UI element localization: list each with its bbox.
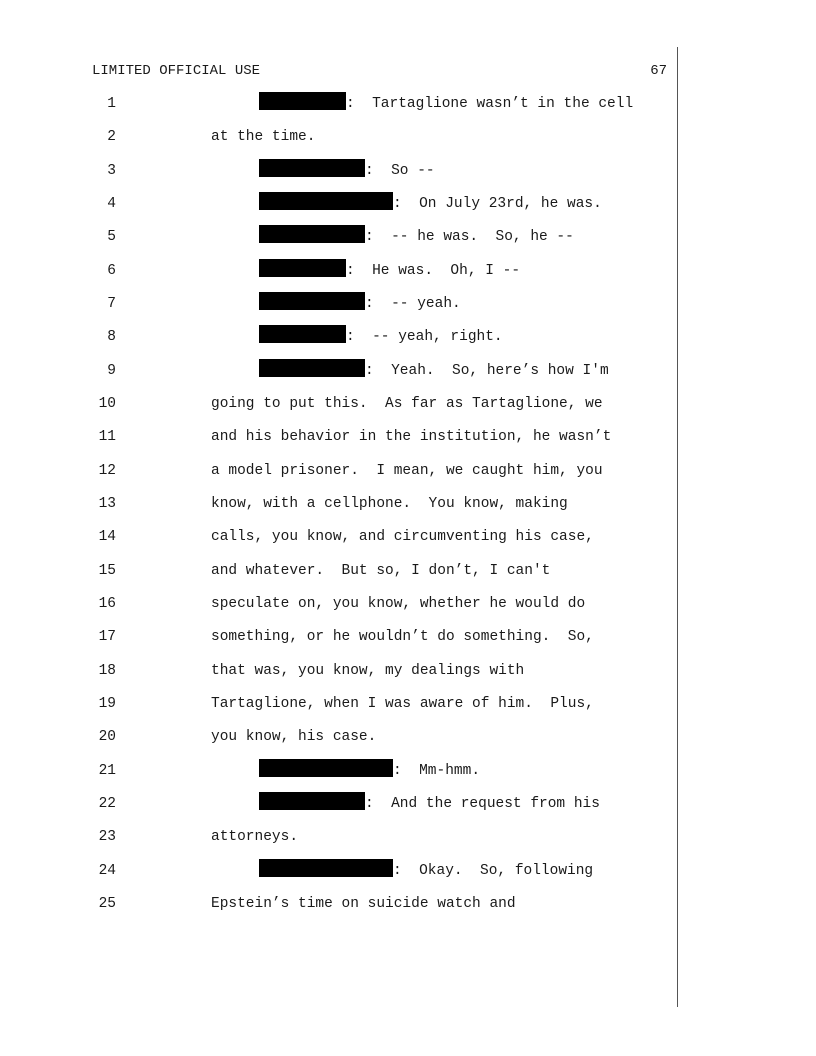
line-number: 21: [98, 763, 116, 779]
redaction-bar: [259, 292, 365, 310]
speaker-line: [259, 859, 593, 883]
continuation-line: [211, 559, 550, 583]
line-text: attorneys.: [211, 829, 299, 845]
transcript-line: [0, 759, 676, 783]
line-number: 16: [98, 596, 116, 612]
line-text: a model prisoner. I mean, we caught him, you: [211, 463, 603, 479]
line-text: you know, his case.: [211, 729, 377, 745]
transcript-line: [0, 525, 676, 549]
line-text: : -- he was. So, he --: [365, 229, 574, 245]
redaction-bar: [259, 325, 346, 343]
line-number: 9: [107, 363, 116, 379]
line-number: 11: [98, 429, 116, 445]
redaction-bar: [259, 359, 365, 377]
speaker-line: [259, 759, 480, 783]
redaction-bar: [259, 759, 393, 777]
continuation-line: [211, 892, 516, 916]
redaction-bar: [259, 859, 393, 877]
line-number: 25: [98, 896, 116, 912]
classification-header: LIMITED OFFICIAL USE: [92, 63, 261, 79]
redaction-bar: [259, 259, 346, 277]
line-number: 22: [98, 796, 116, 812]
line-text: : So --: [365, 163, 435, 179]
continuation-line: [211, 525, 594, 549]
speaker-line: [259, 259, 520, 283]
redaction-bar: [259, 92, 346, 110]
transcript-line: [0, 125, 676, 149]
transcript-line: [0, 892, 676, 916]
transcript-line: [0, 625, 676, 649]
transcript-line: [0, 159, 676, 183]
line-text: Epstein’s time on suicide watch and: [211, 896, 516, 912]
continuation-line: [211, 459, 603, 483]
transcript-line: [0, 592, 676, 616]
continuation-line: [211, 692, 594, 716]
transcript-line: [0, 292, 676, 316]
line-text: : Okay. So, following: [393, 863, 594, 879]
line-text: calls, you know, and circumventing his case,: [211, 529, 594, 545]
line-number: 5: [107, 229, 116, 245]
transcript-line: [0, 825, 676, 849]
line-text: and his behavior in the institution, he wasn’t: [211, 429, 612, 445]
transcript-line: [0, 692, 676, 716]
line-number: 17: [98, 629, 116, 645]
line-number: 6: [107, 263, 116, 279]
line-text: : Mm-hmm.: [393, 763, 481, 779]
line-number: 15: [98, 563, 116, 579]
transcript-line: [0, 459, 676, 483]
line-text: : Yeah. So, here’s how I'm: [365, 363, 609, 379]
transcript-line: [0, 859, 676, 883]
transcript-line: [0, 659, 676, 683]
redaction-bar: [259, 159, 365, 177]
line-text: : Tartaglione wasn’t in the cell: [346, 96, 634, 112]
transcript-line: [0, 492, 676, 516]
line-text: something, or he wouldn’t do something. So,: [211, 629, 594, 645]
transcript-line: [0, 225, 676, 249]
line-number: 24: [98, 863, 116, 879]
line-text: going to put this. As far as Tartaglione, we: [211, 396, 603, 412]
continuation-line: [211, 725, 376, 749]
line-text: speculate on, you know, whether he would do: [211, 596, 586, 612]
redaction-bar: [259, 192, 393, 210]
line-text: Tartaglione, when I was aware of him. Plus,: [211, 696, 594, 712]
line-text: : He was. Oh, I --: [346, 263, 521, 279]
line-text: : -- yeah, right.: [346, 329, 503, 345]
line-number: 8: [107, 329, 116, 345]
redaction-bar: [259, 225, 365, 243]
continuation-line: [211, 492, 568, 516]
line-text: and whatever. But so, I don’t, I can't: [211, 563, 551, 579]
line-number: 18: [98, 663, 116, 679]
line-number: 19: [98, 696, 116, 712]
continuation-line: [211, 125, 315, 149]
speaker-line: [259, 325, 503, 349]
speaker-line: [259, 225, 574, 249]
line-number: 10: [98, 396, 116, 412]
line-number: 1: [107, 96, 116, 112]
redaction-bar: [259, 792, 365, 810]
line-text: : -- yeah.: [365, 296, 461, 312]
speaker-line: [259, 159, 435, 183]
line-number: 20: [98, 729, 116, 745]
transcript-line: [0, 792, 676, 816]
transcript-line: [0, 359, 676, 383]
line-number: 23: [98, 829, 116, 845]
speaker-line: [259, 792, 600, 816]
transcript-line: [0, 325, 676, 349]
line-number: 7: [107, 296, 116, 312]
transcript-line: [0, 259, 676, 283]
line-text: know, with a cellphone. You know, making: [211, 496, 568, 512]
right-margin-rule: [677, 47, 678, 1007]
transcript-line: [0, 725, 676, 749]
continuation-line: [211, 425, 611, 449]
line-text: that was, you know, my dealings with: [211, 663, 525, 679]
line-text: at the time.: [211, 129, 316, 145]
line-number: 13: [98, 496, 116, 512]
line-number: 4: [107, 196, 116, 212]
continuation-line: [211, 659, 524, 683]
transcript-line: [0, 425, 676, 449]
transcript-line: [0, 392, 676, 416]
continuation-line: [211, 825, 298, 849]
page-number: 67: [650, 63, 667, 79]
transcript-line: [0, 192, 676, 216]
line-number: 3: [107, 163, 116, 179]
line-number: 12: [98, 463, 116, 479]
line-number: 2: [107, 129, 116, 145]
transcript-line: [0, 559, 676, 583]
speaker-line: [259, 92, 633, 116]
line-text: : On July 23rd, he was.: [393, 196, 602, 212]
continuation-line: [211, 592, 585, 616]
continuation-line: [211, 392, 603, 416]
speaker-line: [259, 192, 602, 216]
speaker-line: [259, 359, 609, 383]
continuation-line: [211, 625, 594, 649]
transcript-line: [0, 92, 676, 116]
line-number: 14: [98, 529, 116, 545]
line-text: : And the request from his: [365, 796, 600, 812]
speaker-line: [259, 292, 461, 316]
